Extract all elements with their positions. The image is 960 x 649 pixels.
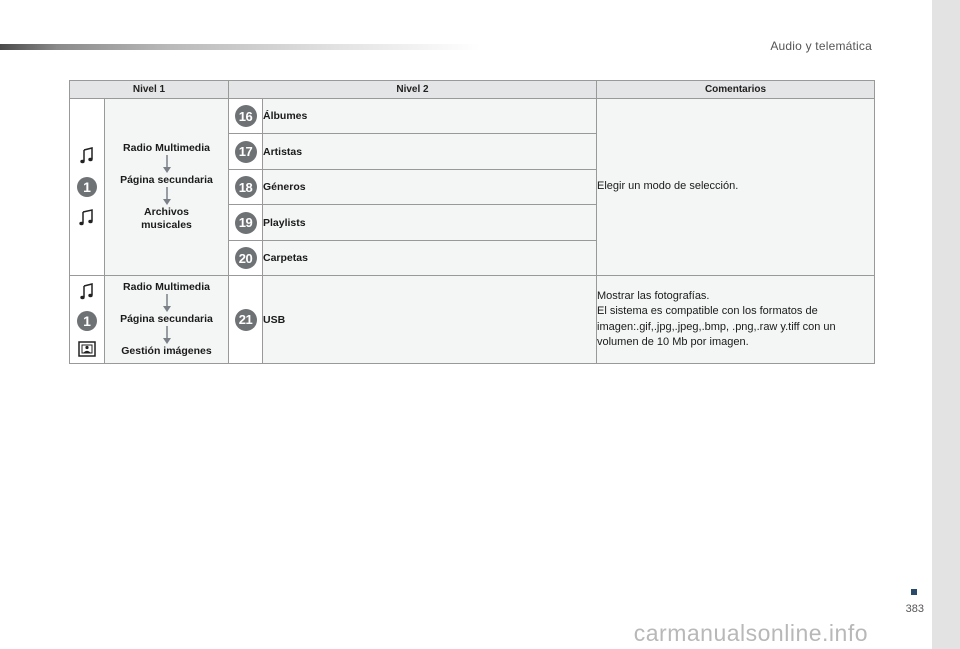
comment-line: imagen:.gif,.jpg,.jpeg,.bmp, .png,.raw y.tiff con un (597, 320, 836, 333)
icon-cell (70, 276, 105, 364)
arrow-down-icon (162, 187, 172, 206)
level1-cell (105, 276, 229, 364)
flow-step: Radio Multimedia (123, 142, 210, 154)
table-header-row (70, 81, 875, 99)
arrow-down-icon (162, 155, 172, 174)
arrow-down-icon (162, 294, 172, 313)
number-badge: 16 (235, 105, 257, 127)
table-row (70, 276, 875, 364)
number-badge: 21 (235, 309, 257, 331)
flow-step: Página secundaria (120, 174, 213, 186)
header-gradient-bar (0, 44, 480, 50)
number-cell (229, 241, 263, 276)
flow-step: musicales (141, 219, 192, 231)
option-label: Artistas (263, 134, 597, 170)
comment-line: Mostrar las fotografías. (597, 289, 710, 302)
comment-line: El sistema es compatible con los formatos de (597, 305, 818, 317)
image-icon (78, 341, 96, 357)
flow-step: Gestión imágenes (121, 345, 212, 357)
comment-cell (597, 276, 875, 364)
music-note-icon (80, 147, 94, 165)
header-level2: Nivel 2 (229, 81, 597, 99)
step-badge: 1 (77, 311, 97, 331)
number-cell (229, 276, 263, 364)
number-cell (229, 134, 263, 170)
music-note-icon (79, 209, 95, 227)
flow-step: Página secundaria (120, 313, 213, 325)
page-marker (911, 589, 917, 595)
comment-cell: Elegir un modo de selección. (597, 99, 875, 276)
flow-step: Archivos (144, 206, 189, 218)
step-badge: 1 (77, 177, 97, 197)
option-label: Álbumes (263, 99, 597, 134)
number-badge: 17 (235, 141, 257, 163)
header-level1: Nivel 1 (70, 81, 229, 99)
page-title: Audio y telemática (770, 39, 872, 53)
option-label: USB (263, 276, 597, 364)
number-badge: 19 (235, 212, 257, 234)
number-cell (229, 170, 263, 205)
side-strip (932, 0, 960, 649)
number-cell (229, 205, 263, 241)
table-row (70, 99, 875, 134)
level1-cell (105, 99, 229, 276)
music-note-icon (80, 283, 94, 301)
header-comments: Comentarios (597, 81, 875, 99)
arrow-down-icon (162, 326, 172, 345)
number-badge: 18 (235, 176, 257, 198)
menu-table (69, 80, 875, 364)
comment-line: volumen de 10 Mb por imagen. (597, 336, 749, 348)
flow-step: Radio Multimedia (123, 281, 210, 293)
option-label: Playlists (263, 205, 597, 241)
icon-cell (70, 99, 105, 276)
page-number: 383 (905, 603, 924, 615)
option-label: Géneros (263, 170, 597, 205)
number-cell (229, 99, 263, 134)
watermark: carmanualsonline.info (633, 620, 868, 646)
number-badge: 20 (235, 247, 257, 269)
option-label: Carpetas (263, 241, 597, 276)
